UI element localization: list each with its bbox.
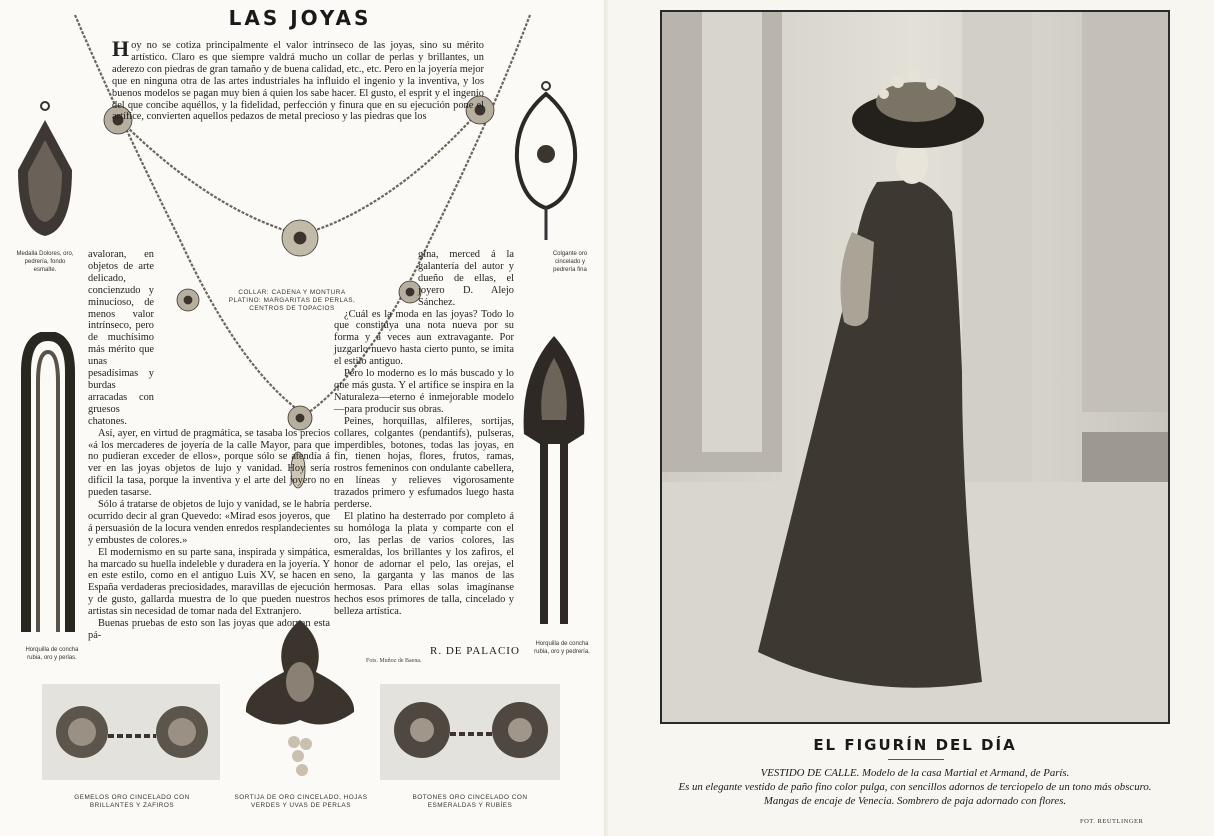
gemelos-caption: GEMELOS ORO CINCELADO CON BRILLANTES Y ZAFIROS	[74, 794, 190, 809]
collar-caption: COLLAR: CADENA Y MONTURA PLATINO: MARGARITAS DE PERLAS, CENTROS DE TOPACIOS	[228, 289, 356, 312]
comb-hairpin-image	[518, 334, 590, 634]
gemelos-photo	[42, 684, 220, 780]
desc-line-2: Es un elegante vestido de paño fino color pulga, con sencillos adornos de terciopelo de un tono más obscuro.	[678, 781, 1152, 793]
figurin-title: EL FIGURÍN DEL DÍA	[813, 736, 1017, 754]
col2-paragraph-e: El platino ha desterrado por completo á su homóloga la plata y comparte con el oro, las perlas de varios colores, las esmeraldas, los brillantes y los zafiros, el honor de adornar el pelo, las orejas, el seno, la garganta y las manos de las hermosas. Para ellas solas imagínanse hechos esos primores de talla, cincelado y belleza artística.	[334, 510, 514, 618]
title-rule	[888, 759, 944, 760]
botones-photo	[380, 684, 560, 780]
column-2	[334, 249, 514, 618]
intro-paragraph	[112, 36, 484, 123]
intro-text: oy no se cotiza principalmente el valor intrínseco de las joyas, sino su mérito artístico. Claro es que siempre valdrá mucho un collar de perlas y brillantes, un aderezo con piedras de gran tamaño y de buena calidad, etc., etc. Pero en la joyería mejor que en ninguna otra de las artes industriales ha influido el ingenio y la inventiva, y los buenos modelos se pagan muy bien á quien los sabe hacer. El gusto, el esprit y el ingenio del que concibe aquéllos, y la fidelidad, perfección y finura que en su ejecución pone el artífice, convierten aquellos pedazos de metal precioso y las piedras que los	[112, 40, 484, 123]
col2-paragraph-b: ¿Cuál es la moda en las joyas? Todo lo que constituya una nota nueva por su forma y á veces aun extravagante. Por juzgarlo nuevo hasta cierto punto, se imita el estilo antiguo.	[334, 308, 514, 368]
col2-paragraph-a: gina, merced á la galantería del autor y dueño de ellas, el joyero D. Alejo Sánchez.	[418, 249, 514, 308]
col1-paragraph-b: Así, ayer, en virtud de pragmática, se tasaba los precios «á los mercaderes de joyería de la calle Mayor, para que no pudieran exceder de ellos», porque sólo se atendía á ver en las joyas objetos de lujo y vanidad. Hoy sería difícil la tasa, porque la inventiva y el arte del joyero no pueden tasarse.	[88, 427, 330, 499]
photo-credit: Fots. Muñoz de Baena.	[366, 658, 422, 664]
col2-paragraph-c: Pero lo moderno es lo más buscado y lo que más gusta. Y el artífice se inspira en la Naturaleza—eterno é inmejorable modelo—para producir sus obras.	[334, 368, 514, 415]
col1-paragraph-a: avaloran, en objetos de arte delicado, concienzudo y minucioso, de menos valor intrínseco, pero de muchísimo más mérito que unas pesadísimas y burdas arracadas con gruesos chatones.	[88, 249, 154, 427]
col2-paragraph-d: Peines, horquillas, alfileres, sortijas, collares, colgantes (pendantifs), pulseras, imperdibles, botones, todas las joyas, en fin, tienen hojas, flores, frutos, ramas, rostros femeninos con ondulante cabellera, en líneas y relieves vigorosamente trazados primero y esfumados luego hasta perderse.	[334, 415, 514, 511]
dropcap: H	[112, 36, 130, 61]
colgante-pendant-image	[505, 80, 587, 240]
article-title: LAS JOYAS	[228, 6, 372, 30]
figurin-credit: FOT. REUTLINGER	[1080, 818, 1144, 825]
botones-caption: BOTONES ORO CINCELADO CON ESMERALDAS Y RUBÍES	[412, 794, 528, 809]
figurin-photo	[660, 10, 1170, 724]
horquilla-hairpin-image	[16, 332, 80, 642]
medalla-pendant-image	[14, 100, 76, 240]
desc-line-1: VESTIDO DE CALLE. Modelo de la casa Martial et Armand, de París.	[760, 767, 1070, 779]
col1-paragraph-d: El modernismo en su parte sana, inspirada y simpática, ha marcado su huella indeleble y duradera en la joyería. Y en este estilo, como en el antiguo Luis XV, se hacen en España verdaderas preciosidades, maravillas de ejecución y de gusto, gallarda muestra de lo que pueden nuestros artistas sin necesidad de tomar nada del Extranjero.	[88, 546, 330, 618]
esquilla-caption: Horquilla de concha rubia, oro y pedrería.	[534, 641, 590, 655]
col1-paragraph-c: Sólo á tratarse de objetos de lujo y vanidad, se le habría ocurrido decir al gran Quevedo: «Mirad esos joyeros, que á persuasión de la locura venden enredos resplandecientes y embustes de colores.»	[88, 499, 330, 546]
column-1	[88, 249, 330, 642]
sortija-ring-image	[236, 612, 364, 792]
author-signature: R. DE PALACIO	[430, 645, 520, 657]
col1-paragraph-e: Buenas pruebas de esto son las joyas que adornan esta pá-	[88, 618, 330, 641]
medalla-caption: Medalla Dolores, oro, pedrería, fondo esmalte.	[16, 251, 74, 273]
horquilla-caption: Horquilla de concha rubia, oro y perlas.	[25, 647, 79, 661]
colgante-caption: Colgante oro cincelado y pedrería fina	[552, 251, 588, 273]
figurin-description	[620, 766, 1210, 808]
desc-line-3: Mangas de encaje de Venecia. Sombrero de paja adornado con flores.	[763, 795, 1067, 807]
sortija-caption: SORTIJA DE ORO CINCELADO, HOJAS VERDES Y UVAS DE PERLAS	[234, 794, 368, 809]
